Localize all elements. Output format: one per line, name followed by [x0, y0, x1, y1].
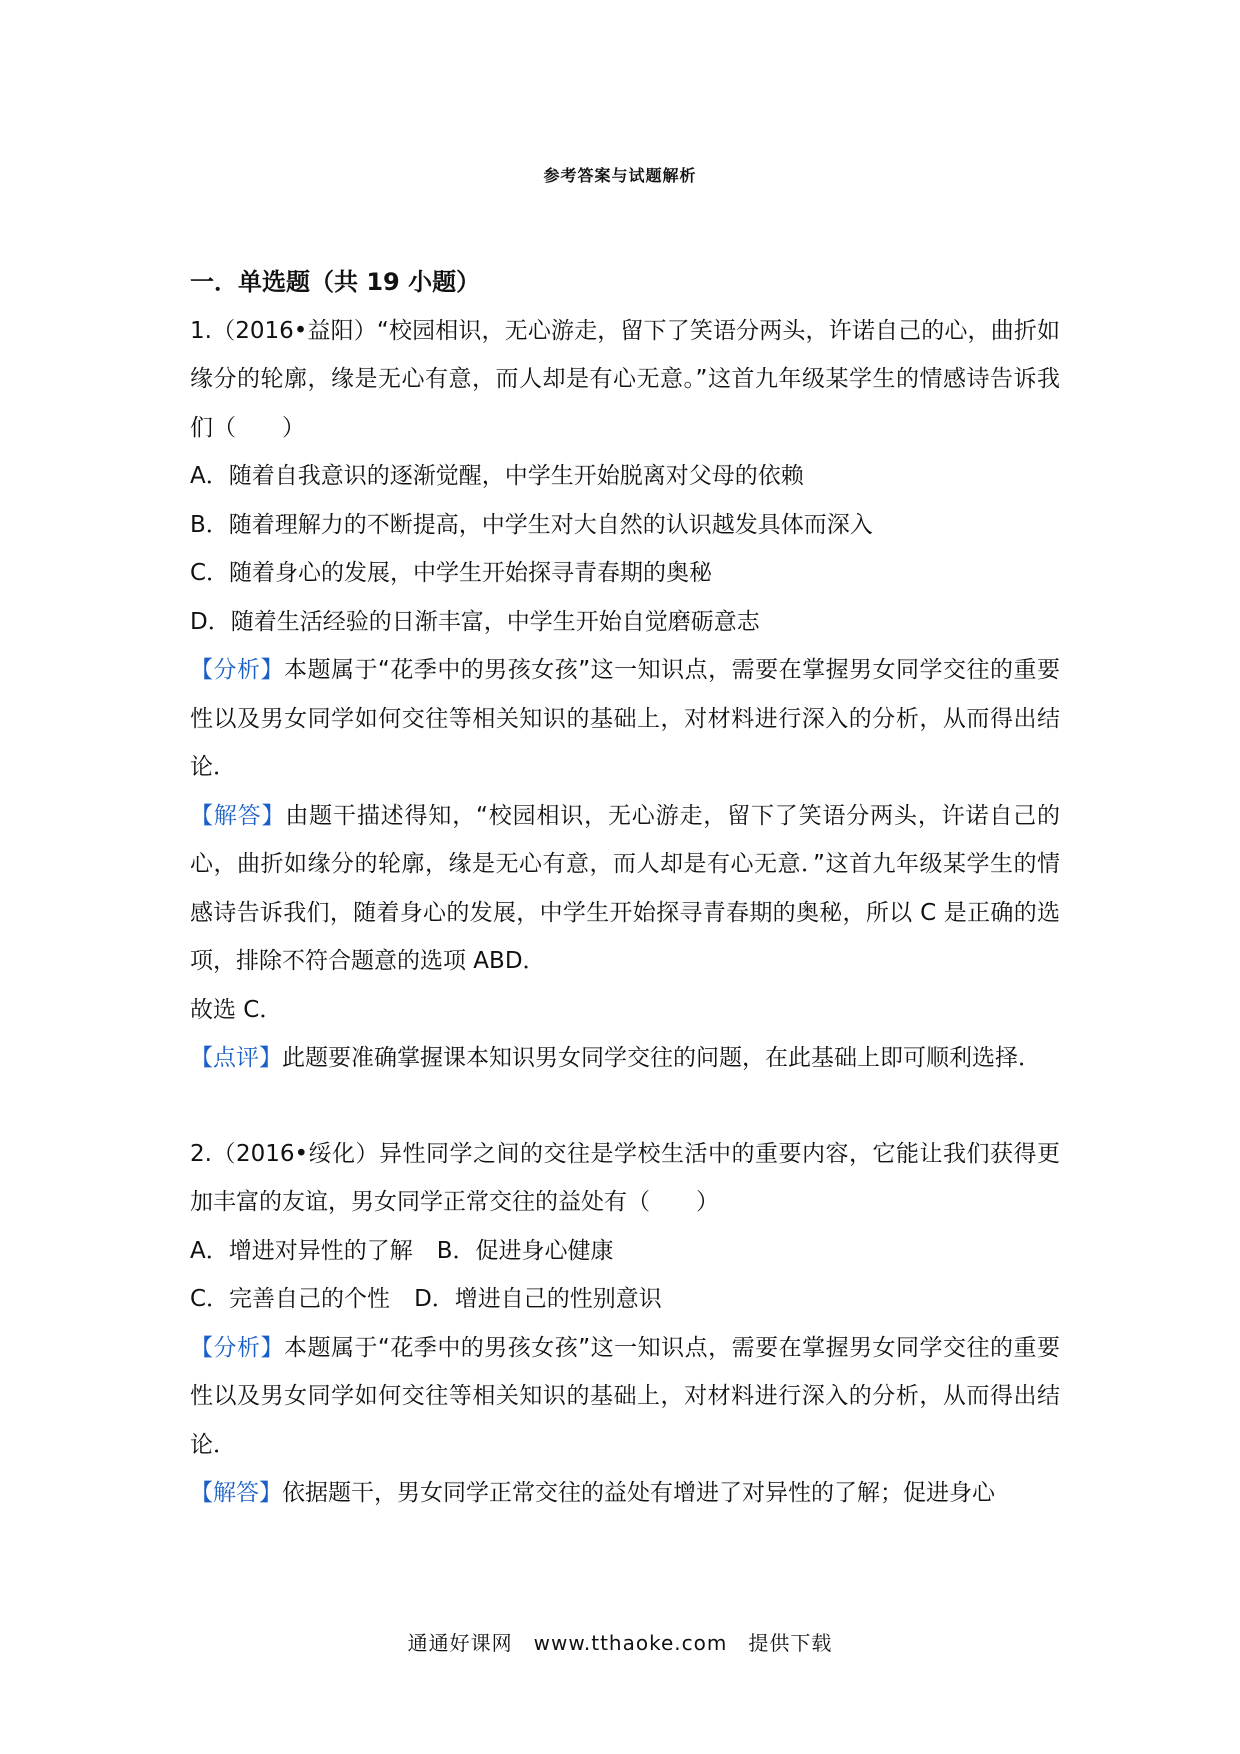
question-1-choice: 故选 C． [190, 996, 283, 1023]
answer-tag: 【解答】 [190, 802, 286, 829]
section-heading: 一．单选题（共 19 小题） [190, 268, 481, 296]
question-1-comment [190, 1034, 1060, 1083]
question-1-option-d: D．随着生活经验的日渐丰富，中学生开始自觉磨砺意志 [190, 608, 760, 635]
comment-tag: 【点评】 [190, 1045, 282, 1071]
answer-tag: 【解答】 [190, 1480, 282, 1506]
question-2-answer [190, 1469, 1060, 1518]
question-1-option-b: B．随着理解力的不断提高，中学生对大自然的认识越发具体而深入 [190, 511, 873, 538]
question-2-options-row-2 [190, 1275, 1060, 1324]
document-body [190, 258, 1060, 1518]
spacer [190, 1083, 1060, 1130]
question-2-option-b: B．促进身心健康 [436, 1237, 614, 1264]
question-2-option-c: C．完善自己的个性 [190, 1286, 391, 1312]
question-2-stem: 2.（2016•绥化）异性同学之间的交往是学校生活中的重要内容，它能让我们获得更加丰富的友谊，男女同学正常交往的益处有（ ） [190, 1140, 1060, 1215]
analysis-text: 本题属于“花季中的男孩女孩”这一知识点，需要在掌握男女同学交往的重要性以及男女同学如何交往等相关知识的基础上，对材料进行深入的分析，从而得出结论． [190, 657, 1060, 780]
question-1-option-c: C．随着身心的发展，中学生开始探寻青春期的奥秘 [190, 560, 713, 586]
comment-text: 此题要准确掌握课本知识男女同学交往的问题，在此基础上即可顺利选择． [282, 1045, 1041, 1071]
question-1-option-a: A．随着自我意识的逐渐觉醒，中学生开始脱离对父母的依赖 [190, 463, 804, 489]
question-2 [190, 1130, 1060, 1518]
answer-text: 依据题干，男女同学正常交往的益处有增进了对异性的了解；促进身心 [282, 1480, 995, 1506]
question-2-analysis [190, 1324, 1060, 1470]
answer-text: 由题干描述得知，“校园相识，无心游走，留下了笑语分两头，许诺自己的心，曲折如缘分的轮廓，缘是无心有意，而人却是有心无意．”这首九年级某学生的情感诗告诉我们，随着身心的发展，中学生开始探寻青春期的奥秘，所以 C 是正确的选项，排除不符合题意的选项 ABD． [190, 802, 1060, 974]
analysis-tag: 【分析】 [190, 1334, 284, 1361]
question-1-stem: 1.（2016•益阳）“校园相识，无心游走，留下了笑语分两头，许诺自己的心，曲折如缘分的轮廓，缘是无心有意，而人却是有心无意。”这首九年级某学生的情感诗告诉我们（ ） [190, 317, 1060, 441]
question-1-analysis [190, 646, 1060, 792]
question-2-options-row-1 [190, 1227, 1060, 1276]
question-2-option-d: D．增进自己的性别意识 [414, 1286, 662, 1312]
question-1-answer [190, 792, 1060, 986]
page-footer: 通通好课网 www.tthaoke.com 提供下载 [407, 1631, 833, 1655]
analysis-tag: 【分析】 [190, 657, 284, 683]
document-title: 参考答案与试题解析 [543, 166, 697, 185]
analysis-text: 本题属于“花季中的男孩女孩”这一知识点，需要在掌握男女同学交往的重要性以及男女同学如何交往等相关知识的基础上，对材料进行深入的分析，从而得出结论． [190, 1334, 1060, 1458]
question-2-option-a: A．增进对异性的了解 [190, 1237, 413, 1264]
question-1 [190, 307, 1060, 1083]
